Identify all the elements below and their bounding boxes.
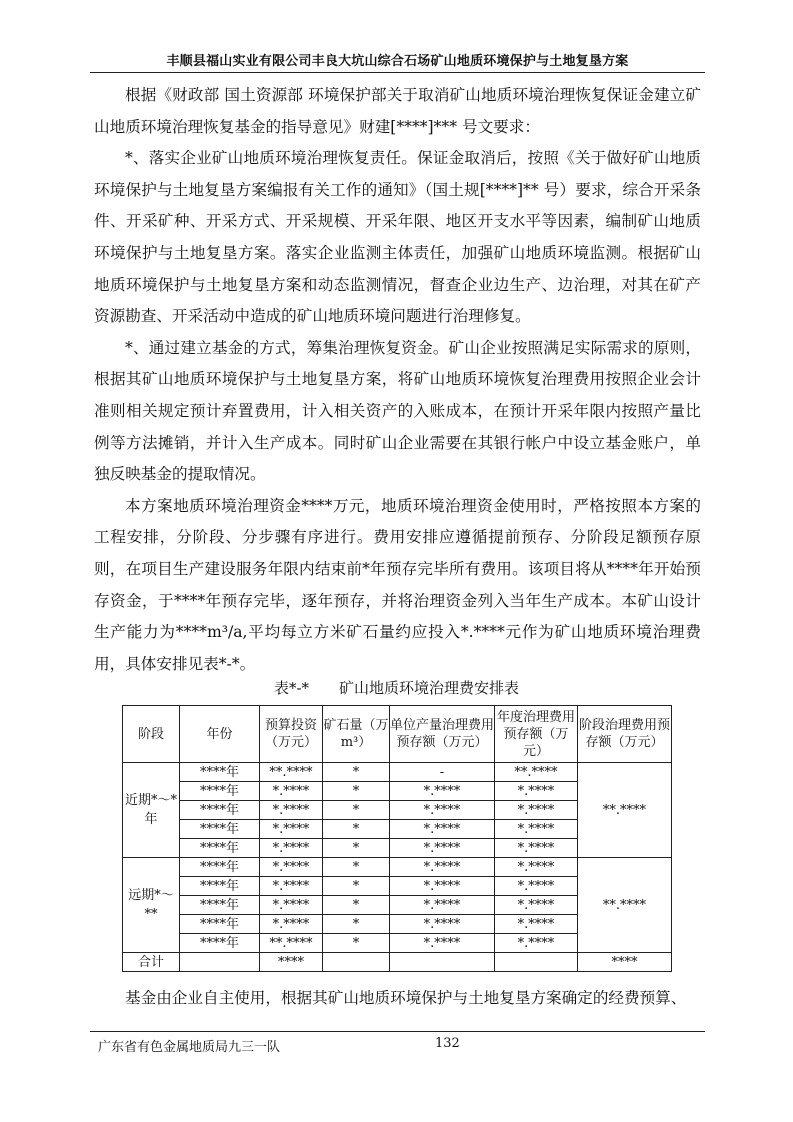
unit-cost-cell: *.****	[390, 858, 495, 877]
annual-cost-cell: *.****	[495, 782, 578, 801]
header-stage: 阶段	[123, 706, 180, 763]
continuation-text	[94, 983, 701, 1014]
year-cell: ****年	[180, 801, 260, 820]
ore-cell: *	[323, 877, 390, 896]
year-cell: ****年	[180, 782, 260, 801]
running-header: 丰顺县福山实业有限公司丰良大坑山综合石场矿山地质环境保护与土地复垦方案	[166, 54, 629, 69]
annual-cost-cell: *.****	[495, 839, 578, 858]
table-row	[123, 858, 672, 877]
year-cell: ****年	[180, 877, 260, 896]
ore-cell: *	[323, 782, 390, 801]
ore-cell: *	[323, 801, 390, 820]
budget-cell: *.****	[260, 820, 323, 839]
year-cell: ****年	[180, 934, 260, 953]
footer-rule	[90, 1031, 705, 1032]
unit-cost-cell: *.****	[390, 801, 495, 820]
budget-cell: *.****	[260, 915, 323, 934]
annual-cost-cell: *.****	[495, 820, 578, 839]
annual-cost-cell: **.****	[495, 763, 578, 782]
page-number: 132	[435, 1036, 460, 1051]
ore-cell: *	[323, 763, 390, 782]
annual-cost-cell: *.****	[495, 858, 578, 877]
ore-cell: *	[323, 896, 390, 915]
header-phase-cost: 阶段治理费用预存额（万元）	[578, 706, 672, 763]
unit-cost-cell: *.****	[390, 915, 495, 934]
total-row	[123, 953, 672, 972]
unit-cost-cell: *.****	[390, 839, 495, 858]
budget-cell: *.****	[260, 896, 323, 915]
stage-cell: 远期*～**	[123, 858, 180, 953]
table-header-row	[123, 706, 672, 763]
stage-cell: 近期*～*年	[123, 763, 180, 858]
body-text	[94, 80, 701, 680]
phase-cost-cell: **.****	[578, 858, 672, 953]
budget-cell: *.****	[260, 801, 323, 820]
ore-cell: *	[323, 934, 390, 953]
header-budget: 预算投资（万元）	[260, 706, 323, 763]
annual-cost-cell: *.****	[495, 801, 578, 820]
unit-cost-cell: *.****	[390, 896, 495, 915]
header-unit-cost: 单位产量治理费用预存额（万元）	[390, 706, 495, 763]
unit-cost-cell: *.****	[390, 782, 495, 801]
footer-organization: 广东省有色金属地质局九三一队	[98, 1040, 281, 1055]
annual-cost-cell: *.****	[495, 896, 578, 915]
total-phase: ****	[578, 953, 672, 972]
cost-schedule-table	[122, 705, 672, 972]
annual-cost-cell: *.****	[495, 934, 578, 953]
unit-cost-cell: *.****	[390, 934, 495, 953]
paragraph: 本方案地质环境治理资金****万元，地质环境治理资金使用时，严格按照本方案的工程安排，分阶段、分步骤有序进行。费用安排应遵循提前预存、分阶段足额预存原则，在项目生产建设服务年限内结束前*年预存完毕所有费用。该项目将从****年开始预存资金，于****年预存完毕，逐年预存，并将治理资金列入当年生产成本。本矿山设计生产能力为****m³/a,平均每立方米矿石量约应投入*.****元作为矿山地质环境治理费用，具体安排见表*-*。	[94, 496, 701, 673]
table-caption	[0, 677, 793, 698]
year-cell: ****年	[180, 896, 260, 915]
empty-cell	[495, 953, 578, 972]
paragraph: *、通过建立基金的方式，筹集治理恢复资金。矿山企业按照满足实际需求的原则，根据其矿山地质环境保护与土地复垦方案，将矿山地质环境恢复治理费用按照企业会计准则相关规定预计弃置费用，计入相关资产的入账成本，在预计开采年限内按照产量比例等方法摊销，并计入生产成本。同时矿山企业需要在其银行帐户中设立基金账户，单独反映基金的提取情况。	[94, 338, 701, 484]
unit-cost-cell: *.****	[390, 877, 495, 896]
table-row	[123, 763, 672, 782]
ore-cell: *	[323, 839, 390, 858]
header-year: 年份	[180, 706, 260, 763]
total-label: 合计	[123, 953, 180, 972]
year-cell: ****年	[180, 915, 260, 934]
paragraph: *、落实企业矿山地质环境治理恢复责任。保证金取消后，按照《关于做好矿山地质环境保护与土地复垦方案编报有关工作的通知》（国土规[****]** 号）要求，综合开采条件、开采矿种、开采方式、开采规模、开采年限、地区开支水平等因素，编制矿山地质环境保护与土地复垦方案。落实企业监测主体责任，加强矿山地质环境监测。根据矿山地质环境保护与土地复垦方案和动态监测情况，督查企业边生产、边治理，对其在矿产资源勘查、开采活动中造成的矿山地质环境问题进行治理修复。	[94, 149, 701, 326]
budget-cell: **.****	[260, 934, 323, 953]
annual-cost-cell: *.****	[495, 915, 578, 934]
paragraph: 根据《财政部 国土资源部 环境保护部关于取消矿山地质环境治理恢复保证金建立矿山地质环境治理恢复基金的指导意见》财建[****]*** 号文要求：	[94, 86, 701, 136]
budget-cell: *.****	[260, 839, 323, 858]
budget-cell: *.****	[260, 877, 323, 896]
year-cell: ****年	[180, 858, 260, 877]
phase-cost-cell: **.****	[578, 763, 672, 858]
table-title: 矿山地质环境治理费安排表	[339, 679, 520, 697]
ore-cell: *	[323, 820, 390, 839]
annual-cost-cell: *.****	[495, 877, 578, 896]
empty-cell	[180, 953, 260, 972]
total-budget: ****	[260, 953, 323, 972]
header-ore: 矿石量（万m³）	[323, 706, 390, 763]
unit-cost-cell: -	[390, 763, 495, 782]
year-cell: ****年	[180, 763, 260, 782]
header-annual-cost: 年度治理费用预存额（万元）	[495, 706, 578, 763]
ore-cell: *	[323, 915, 390, 934]
year-cell: ****年	[180, 820, 260, 839]
budget-cell: *.****	[260, 858, 323, 877]
header-rule	[90, 72, 705, 73]
budget-cell: **.****	[260, 763, 323, 782]
ore-cell: *	[323, 858, 390, 877]
budget-cell: *.****	[260, 782, 323, 801]
paragraph: 基金由企业自主使用，根据其矿山地质环境保护与土地复垦方案确定的经费预算、	[125, 989, 687, 1007]
empty-cell	[390, 953, 495, 972]
empty-cell	[323, 953, 390, 972]
unit-cost-cell: *.****	[390, 820, 495, 839]
year-cell: ****年	[180, 839, 260, 858]
table-number: 表*-*	[273, 679, 310, 697]
